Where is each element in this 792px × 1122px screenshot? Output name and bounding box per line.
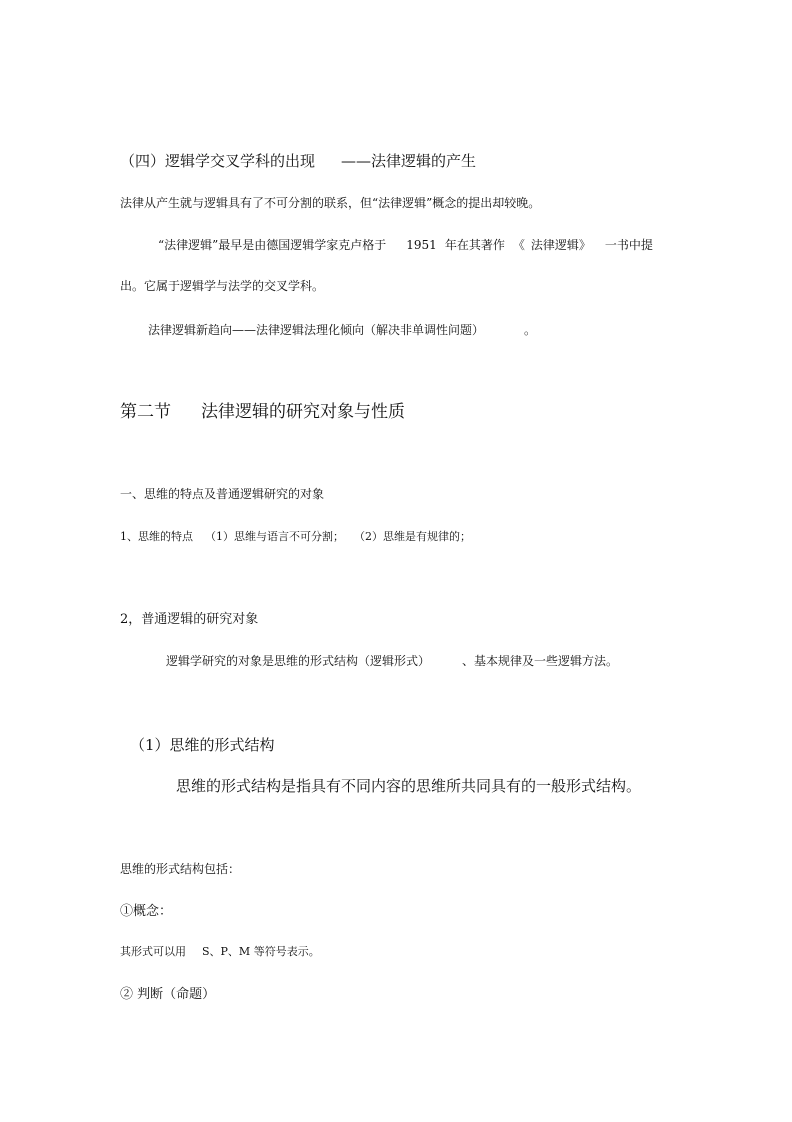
section-heading <box>120 404 405 421</box>
subsection-heading-1: 一、思维的特点及普通逻辑研究的对象 <box>120 487 325 501</box>
paragraph-8 <box>120 946 320 957</box>
para-2-year: 1951 <box>406 238 437 252</box>
item-1 <box>120 531 471 542</box>
heading-4-part1: （四）逻辑学交叉学科的出现 <box>120 152 316 170</box>
para-8-part1: 其形式可以用 <box>120 945 186 958</box>
para-2-book-open: 《 <box>512 238 525 252</box>
subsection-heading-2: （1）思维的形式结构 <box>130 736 275 754</box>
para-4-text: 法律逻辑新趋向——法律逻辑法理化倾向（解决非单调性问题） <box>148 323 485 337</box>
item-1-point2: （2）思维是有规律的； <box>354 530 471 543</box>
paragraph-5 <box>166 655 618 667</box>
subsection-heading-4 <box>120 154 476 169</box>
para-2-book-title: 法律逻辑》 <box>530 238 591 252</box>
para-2-part3: 一书中提 <box>604 238 653 252</box>
paragraph-7: 思维的形式结构包括： <box>120 862 241 876</box>
heading-4-part2: ——法律逻辑的产生 <box>341 152 477 170</box>
para-5-part2: 、基本规律及一些逻辑方法。 <box>462 654 619 668</box>
paragraph-6: 思维的形式结构是指具有不同内容的思维所共同具有的一般形式结构。 <box>176 777 642 795</box>
para-4-end: 。 <box>524 323 537 337</box>
para-8-part2: S、P、M 等符号表示。 <box>202 945 320 958</box>
para-2-part2: 年在其著作 <box>444 238 505 252</box>
item-1-point1: （1）思维与语言不可分割； <box>205 530 344 543</box>
section-title: 法律逻辑的研究对象与性质 <box>201 402 405 422</box>
item-1-label: 1、思维的特点 <box>120 530 193 543</box>
paragraph-2 <box>158 239 653 251</box>
paragraph-3: 出。它属于逻辑学与法学的交叉学科。 <box>120 279 325 293</box>
list-item-1: ①概念： <box>120 904 173 919</box>
para-5-part1: 逻辑学研究的对象是思维的形式结构（逻辑形式） <box>166 654 431 668</box>
para-2-part1: “法律逻辑”最早是由德国逻辑学家克卢格于 <box>158 238 387 252</box>
item-2: 2，普通逻辑的研究对象 <box>120 612 259 627</box>
list-item-2: ② 判断（命题） <box>120 987 216 1002</box>
paragraph-4 <box>148 324 536 336</box>
paragraph-1: 法律从产生就与逻辑具有了不可分割的联系，但“法律逻辑”概念的提出却较晚。 <box>120 196 541 210</box>
section-number: 第二节 <box>120 402 171 422</box>
